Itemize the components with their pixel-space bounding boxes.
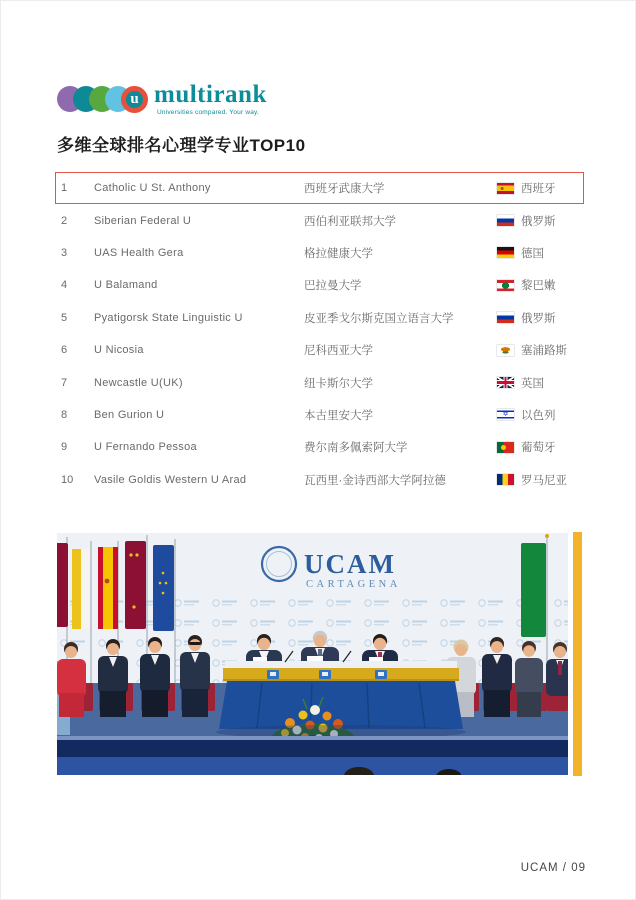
country-name: 英国 [521,377,544,390]
flag-spain-stage-icon [98,547,118,629]
flag-russia-icon [497,312,514,323]
rank-number: 6 [61,344,68,357]
event-photo [57,533,568,775]
rank-number: 7 [61,376,68,389]
country-name: 塞浦路斯 [521,345,567,358]
country-name: 黎巴嫩 [521,280,556,293]
rank-number: 9 [61,441,68,454]
university-name-en: Catholic U St. Anthony [94,182,211,195]
flag-yellow-white-icon [72,549,81,629]
table-row [55,334,584,366]
university-name-zh: 西班牙武康大学 [304,183,385,196]
multirank-logo [57,82,267,116]
flag-lebanon-icon [497,280,514,291]
cartagena-logo-text: CARTAGENA [306,579,401,590]
flag-spain-icon [497,183,514,194]
university-name-zh: 费尔南多佩索阿大学 [304,442,408,455]
table-row [55,399,584,431]
flag-portugal-icon [497,442,514,453]
multirank-wordmark [154,82,267,116]
rank-number: 3 [61,246,68,259]
country-name: 德国 [521,247,544,260]
flag-crimson-icon [57,543,68,627]
rank-number: 2 [61,214,68,227]
rank-number: 4 [61,279,68,292]
table-row [55,172,584,204]
flag-eu-icon [153,545,174,631]
flag-israel-icon [497,409,514,420]
university-name-zh: 尼科西亚大学 [304,345,373,358]
rank-number: 5 [61,311,68,324]
university-name-zh: 纽卡斯尔大学 [304,377,373,390]
head-table [219,651,463,729]
ranking-table [55,172,584,496]
university-name-zh: 本古里安大学 [304,409,373,422]
university-name-en: Vasile Goldis Western U Arad [94,473,247,486]
university-name-zh: 瓦西里·金诗西部大学阿拉德 [304,474,446,487]
country-name: 罗马尼亚 [521,474,567,487]
country-name: 俄罗斯 [521,312,556,325]
university-name-en: UAS Health Gera [94,246,184,259]
country-name: 西班牙 [521,183,556,196]
logo-text: multirank [154,81,267,108]
university-name-en: Siberian Federal U [94,214,192,227]
flag-germany-icon [497,247,514,258]
table-row [55,269,584,301]
table-row [55,464,584,496]
logo-tagline: Universities compared. Your way. [157,109,260,116]
table-row [55,204,584,236]
rank-number: 1 [61,182,68,195]
university-name-en: U Fernando Pessoa [94,441,197,454]
country-name: 俄罗斯 [521,215,556,228]
table-row [55,237,584,269]
flag-russia-icon [497,215,514,226]
university-name-zh: 皮亚季戈尔斯克国立语言大学 [304,312,454,325]
table-row [55,366,584,398]
table-row [55,302,584,334]
country-name: 葡萄牙 [521,442,556,455]
multirank-circles-icon [57,84,148,114]
rank-number: 8 [61,408,68,421]
university-name-en: U Balamand [94,279,158,292]
page-title: 多维全球排名心理学专业TOP10 [57,136,306,155]
university-name-en: Pyatigorsk State Linguistic U [94,311,243,324]
logo-u-icon: u [121,86,148,113]
event-photo-illustration [57,533,568,775]
accent-bar [573,532,582,776]
flag-murcia-icon [125,541,146,629]
flag-romania-icon [497,474,514,485]
university-name-en: U Nicosia [94,344,144,357]
university-name-zh: 格拉健康大学 [304,247,373,260]
table-row [55,431,584,463]
rank-number: 10 [61,473,74,486]
university-name-en: Newcastle U(UK) [94,376,183,389]
ucam-logo-text: UCAM [304,549,396,579]
university-name-zh: 西伯利亚联邦大学 [304,215,396,228]
flag-uk-icon [497,377,514,388]
university-name-zh: 巴拉曼大学 [304,280,362,293]
country-name: 以色列 [521,409,556,422]
page-footer: UCAM / 09 [520,862,586,874]
university-name-en: Ben Gurion U [94,408,165,421]
flag-cyprus-icon [497,345,514,356]
flag-green-icon [521,543,546,637]
